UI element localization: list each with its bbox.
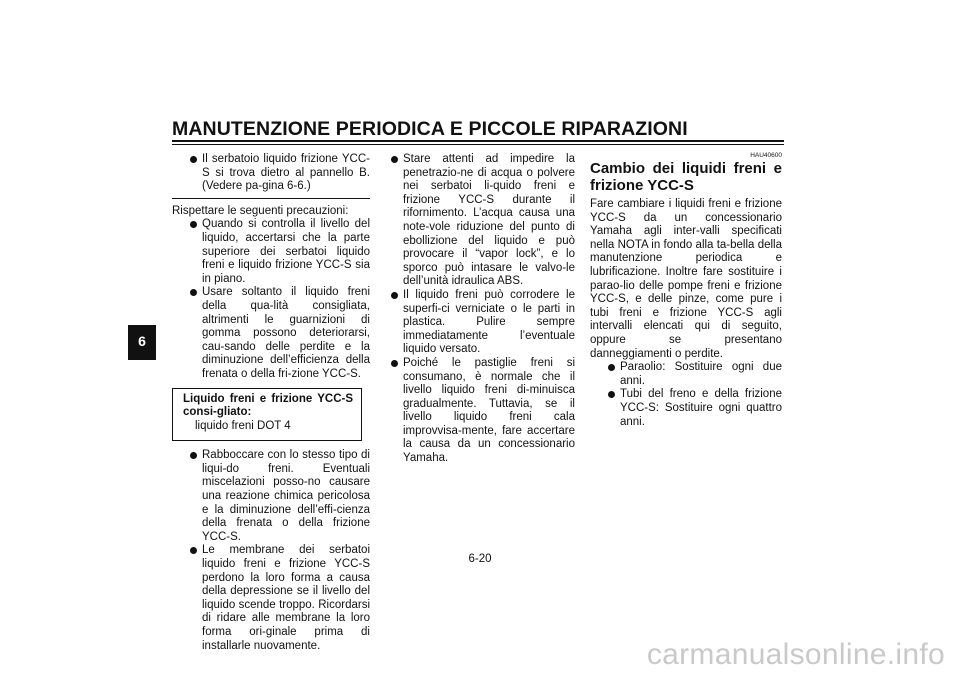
bullet-icon	[608, 391, 615, 398]
section-body: Fare cambiare i liquidi freni e frizione YCC-S da un concessionario Yamaha agli inter-valli specificati nella NOTA in fondo alla ta-bella della manutenzione periodica e lubrificazione. Inoltre fare sostituire i parao-lio delle pompe freni e frizione YCC-S, e delle pinze, come pure i tubi freni e frizione YCC-S agli intervalli elencati qui di seguito, oppure se presentano danneggiamenti o perdite.	[590, 198, 782, 360]
header-rule-thick	[172, 140, 784, 142]
list-item-text: Stare attenti ad impedire la penetrazio-ne di acqua o polvere nei serbatoi li-quido freni e frizione YCC-S durante il rifornimento. L’acqua causa una note-vole riduzione del punto di ebollizione del liquido e può provocare il “vapor lock”, e lo sporco può intasare le valvo-le dell’unità idraulica ABS.	[403, 153, 575, 288]
bullet-icon	[190, 221, 197, 228]
bullet-icon	[190, 156, 197, 163]
list-item-text: Poiché le pastiglie freni si consumano, è normale che il livello liquido freni di-minuisca gradualmente. Tuttavia, se il livello liquido freni cala improvvisa-mente, fare accertare la causa da un concessionario Yamaha.	[403, 356, 575, 465]
list-item-text: Usare soltanto il liquido freni della qua-lità consigliata, altrimenti le guarnizioni di gomma possono deteriorarsi, cau-sando delle perdite e la diminuzione dell’efficienza della frenata o della fri-zione YCC-S.	[202, 286, 370, 380]
list-item	[184, 218, 370, 286]
section-title: Cambio dei liquidi freni e frizione YCC-S	[590, 160, 782, 194]
list-item	[184, 449, 370, 544]
list-item-text: Le membrane dei serbatoi liquido freni e frizione YCC-S perdono la loro forma a causa della depressione se il livello del liquido scende troppo. Ricordarsi di ridare alle membrane la loro forma ori-ginale prima di installarle nuovamente.	[202, 544, 370, 652]
bullet-icon	[608, 364, 615, 371]
list-item-text: Tubi del freno e della frizione YCC-S: Sostituire ogni quattro anni.	[620, 388, 782, 428]
list-item	[602, 361, 782, 388]
spec-box	[172, 388, 362, 442]
list-item	[385, 357, 575, 466]
column-1	[172, 153, 370, 653]
spec-box-value: liquido freni DOT 4	[195, 419, 291, 432]
column-2	[385, 153, 575, 466]
list-item-text: Quando si controlla il livello del liquido, accertarsi che la parte superiore dei serbatoi liquido freni e liquido frizione YCC-S sia in piano.	[202, 218, 370, 285]
list-item-text: Paraolio: Sostituire ogni due anni.	[620, 361, 782, 387]
column-3	[590, 152, 782, 429]
list-item	[385, 289, 575, 357]
list-item	[602, 388, 782, 429]
watermark: carmanualsonline.info	[646, 638, 945, 671]
divider	[172, 198, 370, 199]
spec-box-title: Liquido freni e frizione YCC-S consi-gliato:	[183, 392, 353, 419]
header-rule-thin	[172, 144, 784, 145]
bullet-icon	[190, 452, 197, 459]
bullet-icon	[391, 360, 398, 367]
bullet-icon	[391, 292, 398, 299]
chapter-tab: 6	[128, 325, 156, 360]
list-item	[184, 153, 370, 194]
bullet-icon	[391, 156, 398, 163]
list-item-text: Il serbatoio liquido frizione YCC-S si trova dietro al pannello B. (Vedere pa-gina 6-6.)	[202, 153, 370, 193]
list-item	[385, 153, 575, 289]
section-code: HAU40600	[750, 152, 782, 159]
precautions-intro: Rispettare le seguenti precauzioni:	[172, 204, 349, 217]
list-item	[184, 286, 370, 381]
page-header-title: MANUTENZIONE PERIODICA E PICCOLE RIPARAZIONI	[172, 118, 688, 140]
bullet-icon	[190, 289, 197, 296]
list-item-text: Il liquido freni può corrodere le superfi-ci verniciate o le parti in plastica. Pulire sempre immediatamente l’eventuale liquido versato.	[403, 288, 575, 356]
list-item-text: Rabboccare con lo stesso tipo di liqui-do freni. Eventuali miscelazioni posso-no causare una reazione chimica pericolosa e la diminuzione dell’effi-cienza della frenata o della frizione YCC-S.	[202, 449, 370, 543]
page-number: 6-20	[468, 553, 492, 565]
